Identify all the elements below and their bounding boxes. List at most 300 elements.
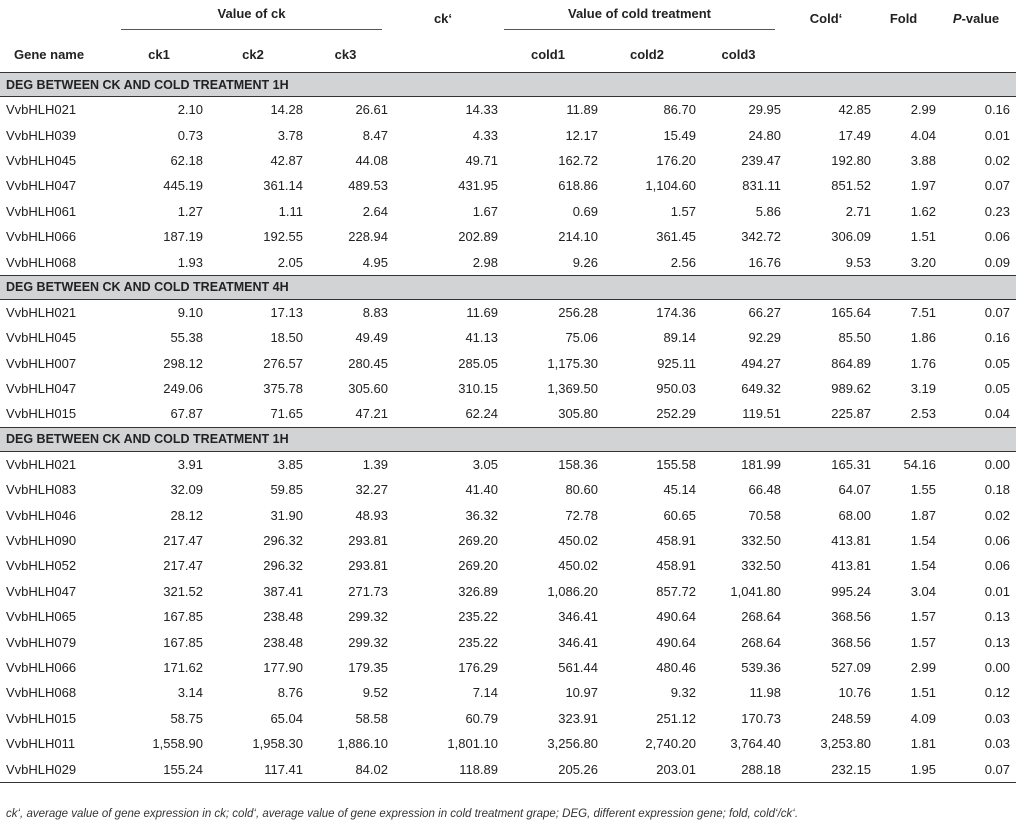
value-cell: 0.01 xyxy=(984,127,1011,143)
value-cell: 252.29 xyxy=(656,406,696,422)
value-cell: 62.24 xyxy=(465,406,498,422)
gene-name-cell: VvbHLH066 xyxy=(6,229,77,245)
value-cell: 0.16 xyxy=(984,330,1011,346)
table-row xyxy=(0,122,1016,147)
table-row xyxy=(0,655,1016,680)
gene-name-cell: VvbHLH068 xyxy=(6,685,77,701)
value-cell: 165.31 xyxy=(831,456,872,472)
value-cell: 7.14 xyxy=(472,685,498,701)
value-cell: 269.20 xyxy=(458,558,498,574)
value-cell: 1.97 xyxy=(910,178,937,194)
value-cell: 256.28 xyxy=(558,304,598,320)
value-cell: 89.14 xyxy=(663,330,696,346)
value-cell: 310.15 xyxy=(458,381,498,397)
value-cell: 165.64 xyxy=(831,304,872,320)
value-cell: 1.62 xyxy=(910,203,937,219)
value-cell: 306.09 xyxy=(831,229,872,245)
value-cell: 171.62 xyxy=(163,660,203,675)
value-cell: 10.76 xyxy=(838,685,872,701)
value-cell: 288.18 xyxy=(696,756,781,782)
value-cell: 181.99 xyxy=(741,456,782,472)
value-cell: 158.36 xyxy=(558,456,598,472)
table-row xyxy=(0,97,1016,123)
value-cell: 9.32 xyxy=(670,685,696,701)
section-title: DEG BETWEEN CK AND COLD TREATMENT 1H xyxy=(0,427,1016,451)
gene-name-cell: VvbHLH068 xyxy=(6,254,77,270)
value-cell: 67.87 xyxy=(170,406,203,422)
value-cell: 2.99 xyxy=(910,660,937,675)
value-cell: 480.46 xyxy=(656,660,696,675)
table-row xyxy=(0,401,1016,427)
value-cell: 9.10 xyxy=(177,304,203,320)
gene-name-cell: VvbHLH021 xyxy=(6,102,77,118)
value-cell: 228.94 xyxy=(348,229,388,245)
value-cell: 9.52 xyxy=(362,685,388,701)
value-cell: 1.86 xyxy=(910,330,937,346)
value-cell: 0.13 xyxy=(984,634,1011,650)
gene-name-cell: VvbHLH045 xyxy=(6,330,77,346)
value-cell: 296.32 xyxy=(263,558,303,574)
value-cell: 232.15 xyxy=(781,756,871,782)
value-cell: 3.91 xyxy=(177,456,203,472)
value-cell: 42.85 xyxy=(838,102,872,118)
value-cell: 187.19 xyxy=(163,229,203,245)
value-cell: 32.09 xyxy=(170,482,203,498)
value-cell: 3,253.80 xyxy=(820,736,872,752)
value-cell: 293.81 xyxy=(348,558,388,574)
value-cell: 3.19 xyxy=(910,381,937,397)
value-cell: 179.35 xyxy=(348,660,388,675)
value-cell: 285.05 xyxy=(458,355,498,371)
value-cell: 450.02 xyxy=(558,558,598,574)
value-cell: 235.22 xyxy=(458,634,498,650)
value-cell: 2.99 xyxy=(910,102,937,118)
value-cell: 2.05 xyxy=(277,254,303,270)
section-header-row xyxy=(0,73,1016,97)
value-cell: 1.11 xyxy=(278,203,303,219)
value-cell: 55.38 xyxy=(170,330,203,346)
value-cell: 3.20 xyxy=(910,254,937,270)
gene-name-cell: VvbHLH061 xyxy=(6,203,77,219)
value-cell: 177.90 xyxy=(263,660,303,675)
value-cell: 2.56 xyxy=(670,254,696,270)
value-cell: 1.39 xyxy=(362,456,388,472)
gene-name-cell: VvbHLH045 xyxy=(6,152,77,168)
gene-name-cell: VvbHLH039 xyxy=(6,127,77,143)
value-cell: 1.57 xyxy=(910,634,937,650)
value-cell: 174.36 xyxy=(656,304,696,320)
value-cell: 75.06 xyxy=(565,330,598,346)
table-row xyxy=(0,528,1016,553)
value-cell: 649.32 xyxy=(741,381,782,397)
value-cell: 0.06 xyxy=(984,558,1011,574)
value-cell: 831.11 xyxy=(742,178,782,194)
value-cell: 117.41 xyxy=(203,756,303,782)
value-cell: 10.97 xyxy=(565,685,598,701)
value-cell: 58.75 xyxy=(170,710,203,726)
value-cell: 217.47 xyxy=(163,533,203,549)
gene-name-cell: VvbHLH079 xyxy=(6,634,77,650)
value-cell: 9.53 xyxy=(845,254,872,270)
header-row-sub xyxy=(0,36,1016,73)
table-row xyxy=(0,148,1016,173)
value-cell: 11.89 xyxy=(566,102,598,118)
value-cell: 925.11 xyxy=(657,355,696,371)
value-cell: 119.51 xyxy=(742,406,782,422)
value-cell: 170.73 xyxy=(741,710,782,726)
table-row xyxy=(0,579,1016,604)
value-cell: 70.58 xyxy=(748,507,782,523)
value-cell: 490.64 xyxy=(656,634,696,650)
table-row xyxy=(0,249,1016,275)
value-cell: 2.98 xyxy=(472,254,498,270)
value-cell: 4.95 xyxy=(362,254,388,270)
value-cell: 458.91 xyxy=(656,558,696,574)
gene-name-cell: VvbHLH046 xyxy=(6,507,77,523)
table-row xyxy=(0,706,1016,731)
value-cell: 41.40 xyxy=(465,482,498,498)
value-cell: 3.85 xyxy=(277,456,303,472)
value-cell: 0.03 xyxy=(984,710,1011,726)
value-cell: 280.45 xyxy=(348,355,388,371)
value-cell: 44.08 xyxy=(355,152,388,168)
value-cell: 2.10 xyxy=(177,102,203,118)
header-gene-name: Gene name xyxy=(14,46,85,62)
value-cell: 155.24 xyxy=(115,756,203,782)
value-cell: 205.26 xyxy=(498,756,598,782)
value-cell: 192.80 xyxy=(831,152,872,168)
value-cell: 8.83 xyxy=(362,304,388,320)
value-cell: 332.50 xyxy=(741,533,782,549)
value-cell: 248.59 xyxy=(831,710,872,726)
table-row xyxy=(0,629,1016,654)
value-cell: 1,175.30 xyxy=(547,355,598,371)
value-cell: 62.18 xyxy=(170,152,203,168)
value-cell: 0.00 xyxy=(984,456,1011,472)
value-cell: 16.76 xyxy=(748,254,782,270)
value-cell: 1.67 xyxy=(472,203,498,219)
value-cell: 9.26 xyxy=(572,254,598,270)
value-cell: 323.91 xyxy=(558,710,598,726)
gene-name-cell: VvbHLH047 xyxy=(6,583,77,599)
table-body xyxy=(0,73,1016,783)
value-cell: 8.47 xyxy=(362,127,388,143)
gene-name-cell: VvbHLH052 xyxy=(6,558,77,574)
value-cell: 5.86 xyxy=(755,203,782,219)
value-cell: 1.95 xyxy=(871,756,936,782)
value-cell: 249.06 xyxy=(163,381,203,397)
table-row xyxy=(0,604,1016,629)
value-cell: 0.18 xyxy=(984,482,1011,498)
value-cell: 271.73 xyxy=(348,583,388,599)
value-cell: 29.95 xyxy=(748,102,782,118)
value-cell: 12.17 xyxy=(565,127,598,143)
value-cell: 321.52 xyxy=(163,583,203,599)
value-cell: 1.54 xyxy=(910,558,937,574)
value-cell: 64.07 xyxy=(838,482,872,498)
gene-name-cell: VvbHLH083 xyxy=(6,482,77,498)
table-row xyxy=(0,376,1016,401)
value-cell: 950.03 xyxy=(656,381,696,397)
value-cell: 225.87 xyxy=(831,406,872,422)
header-cold3: cold3 xyxy=(721,46,756,62)
table-row xyxy=(0,553,1016,578)
value-cell: 0.07 xyxy=(936,756,1016,782)
header-value-of-ck: Value of ck xyxy=(121,6,382,30)
value-cell: 60.65 xyxy=(663,507,696,523)
value-cell: 162.72 xyxy=(558,152,598,168)
table-row xyxy=(0,325,1016,350)
value-cell: 0.02 xyxy=(984,507,1011,523)
value-cell: 539.36 xyxy=(741,660,782,675)
value-cell: 0.06 xyxy=(984,229,1011,245)
value-cell: 167.85 xyxy=(163,634,203,650)
section-header-row xyxy=(0,275,1016,299)
value-cell: 326.89 xyxy=(458,583,498,599)
value-cell: 92.29 xyxy=(748,330,782,346)
value-cell: 445.19 xyxy=(163,178,203,194)
value-cell: 17.13 xyxy=(270,304,303,320)
value-cell: 0.09 xyxy=(984,254,1011,270)
value-cell: 11.98 xyxy=(749,685,782,701)
value-cell: 60.79 xyxy=(465,710,498,726)
header-value-of-cold: Value of cold treatment xyxy=(504,6,775,30)
value-cell: 293.81 xyxy=(348,533,388,549)
value-cell: 1,041.80 xyxy=(730,583,782,599)
value-cell: 176.29 xyxy=(458,660,498,675)
value-cell: 235.22 xyxy=(458,609,498,625)
value-cell: 269.20 xyxy=(458,533,498,549)
value-cell: 851.52 xyxy=(831,178,872,194)
value-cell: 3,764.40 xyxy=(730,736,782,752)
value-cell: 14.33 xyxy=(465,102,498,118)
value-cell: 214.10 xyxy=(558,229,598,245)
value-cell: 0.13 xyxy=(984,609,1011,625)
value-cell: 458.91 xyxy=(656,533,696,549)
header-cold2: cold2 xyxy=(630,46,664,62)
value-cell: 42.87 xyxy=(270,152,303,168)
value-cell: 413.81 xyxy=(831,533,872,549)
value-cell: 361.45 xyxy=(656,229,696,245)
header-ck2: ck2 xyxy=(242,46,264,62)
header-ck1: ck1 xyxy=(148,46,170,62)
section-title: DEG BETWEEN CK AND COLD TREATMENT 1H xyxy=(0,73,1016,97)
value-cell: 176.20 xyxy=(656,152,696,168)
value-cell: 299.32 xyxy=(348,634,388,650)
value-cell: 28.12 xyxy=(170,507,203,523)
value-cell: 618.86 xyxy=(558,178,598,194)
table-row xyxy=(0,756,1016,782)
value-cell: 3.78 xyxy=(277,127,303,143)
value-cell: 0.06 xyxy=(984,533,1011,549)
value-cell: 3,256.80 xyxy=(547,736,598,752)
table-row xyxy=(0,351,1016,376)
table-row xyxy=(0,173,1016,198)
value-cell: 84.02 xyxy=(303,756,388,782)
value-cell: 0.03 xyxy=(984,736,1011,752)
value-cell: 118.89 xyxy=(388,756,498,782)
gene-name-cell: VvbHLH047 xyxy=(6,381,77,397)
value-cell: 36.32 xyxy=(465,507,498,523)
value-cell: 332.50 xyxy=(741,558,782,574)
value-cell: 2.64 xyxy=(362,203,388,219)
header-row-top xyxy=(0,0,1016,36)
value-cell: 1,558.90 xyxy=(152,736,203,752)
value-cell: 1.51 xyxy=(910,229,937,245)
value-cell: 268.64 xyxy=(741,634,782,650)
value-cell: 167.85 xyxy=(163,609,203,625)
value-cell: 413.81 xyxy=(831,558,872,574)
gene-name-cell: VvbHLH007 xyxy=(6,355,77,371)
value-cell: 2.71 xyxy=(845,203,872,219)
value-cell: 368.56 xyxy=(831,634,872,650)
table-row xyxy=(0,199,1016,224)
value-cell: 41.13 xyxy=(465,330,498,346)
value-cell: 68.00 xyxy=(838,507,872,523)
gene-name-cell: VvbHLH029 xyxy=(0,756,115,782)
value-cell: 494.27 xyxy=(741,355,782,371)
value-cell: 1.76 xyxy=(910,355,937,371)
gene-name-cell: VvbHLH047 xyxy=(6,178,77,194)
value-cell: 59.85 xyxy=(270,482,303,498)
value-cell: 251.12 xyxy=(656,710,696,726)
value-cell: 1.87 xyxy=(910,507,937,523)
value-cell: 0.07 xyxy=(984,304,1011,320)
table-row xyxy=(0,477,1016,502)
table-row xyxy=(0,299,1016,325)
gene-name-cell: VvbHLH066 xyxy=(6,660,77,675)
value-cell: 85.50 xyxy=(838,330,872,346)
gene-name-cell: VvbHLH021 xyxy=(6,456,77,472)
value-cell: 1.57 xyxy=(910,609,937,625)
value-cell: 3.14 xyxy=(177,685,203,701)
value-cell: 17.49 xyxy=(838,127,872,143)
value-cell: 58.58 xyxy=(355,710,388,726)
value-cell: 1.55 xyxy=(910,482,937,498)
value-cell: 217.47 xyxy=(163,558,203,574)
value-cell: 2.53 xyxy=(910,406,937,422)
value-cell: 238.48 xyxy=(263,634,303,650)
value-cell: 4.04 xyxy=(910,127,937,143)
value-cell: 1.93 xyxy=(177,254,203,270)
value-cell: 1,086.20 xyxy=(547,583,598,599)
gene-name-cell: VvbHLH015 xyxy=(6,710,77,726)
value-cell: 864.89 xyxy=(831,355,872,371)
value-cell: 1.27 xyxy=(177,203,203,219)
header-fold: Fold xyxy=(889,10,918,26)
value-cell: 48.93 xyxy=(355,507,388,523)
value-cell: 0.04 xyxy=(984,406,1011,422)
value-cell: 989.62 xyxy=(831,381,872,397)
value-cell: 305.80 xyxy=(558,406,598,422)
gene-name-cell: VvbHLH011 xyxy=(6,736,76,752)
value-cell: 1.57 xyxy=(670,203,696,219)
value-cell: 0.16 xyxy=(984,102,1011,118)
gene-name-cell: VvbHLH015 xyxy=(6,406,77,422)
value-cell: 47.21 xyxy=(355,406,388,422)
table-row xyxy=(0,502,1016,527)
value-cell: 346.41 xyxy=(558,634,598,650)
value-cell: 26.61 xyxy=(355,102,388,118)
value-cell: 0.05 xyxy=(984,355,1011,371)
value-cell: 268.64 xyxy=(741,609,782,625)
value-cell: 3.88 xyxy=(910,152,937,168)
header-cold-avg: Cold‘ xyxy=(809,10,843,26)
value-cell: 1,369.50 xyxy=(547,381,598,397)
value-cell: 192.55 xyxy=(263,229,303,245)
value-cell: 0.12 xyxy=(984,685,1011,701)
value-cell: 857.72 xyxy=(656,583,696,599)
value-cell: 0.69 xyxy=(572,203,598,219)
gene-name-cell: VvbHLH065 xyxy=(6,609,77,625)
value-cell: 490.64 xyxy=(656,609,696,625)
value-cell: 1.81 xyxy=(910,736,937,752)
value-cell: 238.48 xyxy=(263,609,303,625)
value-cell: 202.89 xyxy=(458,229,498,245)
value-cell: 561.44 xyxy=(558,660,598,675)
value-cell: 1.54 xyxy=(910,533,937,549)
section-header-row xyxy=(0,427,1016,451)
value-cell: 296.32 xyxy=(263,533,303,549)
value-cell: 0.01 xyxy=(984,583,1011,599)
value-cell: 299.32 xyxy=(348,609,388,625)
value-cell: 0.07 xyxy=(984,178,1011,194)
value-cell: 450.02 xyxy=(558,533,598,549)
value-cell: 1,801.10 xyxy=(447,736,498,752)
value-cell: 80.60 xyxy=(565,482,598,498)
table-row xyxy=(0,680,1016,705)
value-cell: 0.02 xyxy=(984,152,1011,168)
value-cell: 155.58 xyxy=(656,456,696,472)
value-cell: 387.41 xyxy=(263,583,303,599)
table-row xyxy=(0,451,1016,477)
value-cell: 18.50 xyxy=(270,330,303,346)
value-cell: 1.51 xyxy=(910,685,937,701)
value-cell: 368.56 xyxy=(831,609,872,625)
value-cell: 15.49 xyxy=(663,127,696,143)
value-cell: 65.04 xyxy=(270,710,303,726)
value-cell: 342.72 xyxy=(741,229,782,245)
table-row xyxy=(0,731,1016,756)
value-cell: 4.09 xyxy=(910,710,937,726)
value-cell: 45.14 xyxy=(663,482,696,498)
value-cell: 49.49 xyxy=(355,330,388,346)
value-cell: 86.70 xyxy=(663,102,696,118)
header-ck3: ck3 xyxy=(334,46,357,62)
value-cell: 375.78 xyxy=(263,381,303,397)
value-cell: 305.60 xyxy=(348,381,388,397)
value-cell: 298.12 xyxy=(163,355,203,371)
gene-name-cell: VvbHLH090 xyxy=(6,533,77,549)
value-cell: 24.80 xyxy=(748,127,782,143)
value-cell: 14.28 xyxy=(270,102,303,118)
value-cell: 431.95 xyxy=(458,178,498,194)
table-row xyxy=(0,224,1016,249)
value-cell: 0.73 xyxy=(177,127,203,143)
value-cell: 346.41 xyxy=(558,609,598,625)
value-cell: 71.65 xyxy=(270,406,303,422)
value-cell: 276.57 xyxy=(263,355,303,371)
value-cell: 0.00 xyxy=(984,660,1011,675)
value-cell: 7.51 xyxy=(910,304,937,320)
section-title: DEG BETWEEN CK AND COLD TREATMENT 4H xyxy=(0,275,1016,299)
header-ck-avg: ck‘ xyxy=(433,10,453,26)
value-cell: 1,886.10 xyxy=(337,736,388,752)
table-footnote: ck‘, average value of gene expression in ck; cold‘, average value of gene expression in cold treatment grape; DEG, different expression gene; fold, cold‘/ck‘. xyxy=(6,808,799,820)
value-cell: 3.04 xyxy=(910,583,937,599)
value-cell: 0.23 xyxy=(984,203,1011,219)
value-cell: 66.48 xyxy=(748,482,782,498)
